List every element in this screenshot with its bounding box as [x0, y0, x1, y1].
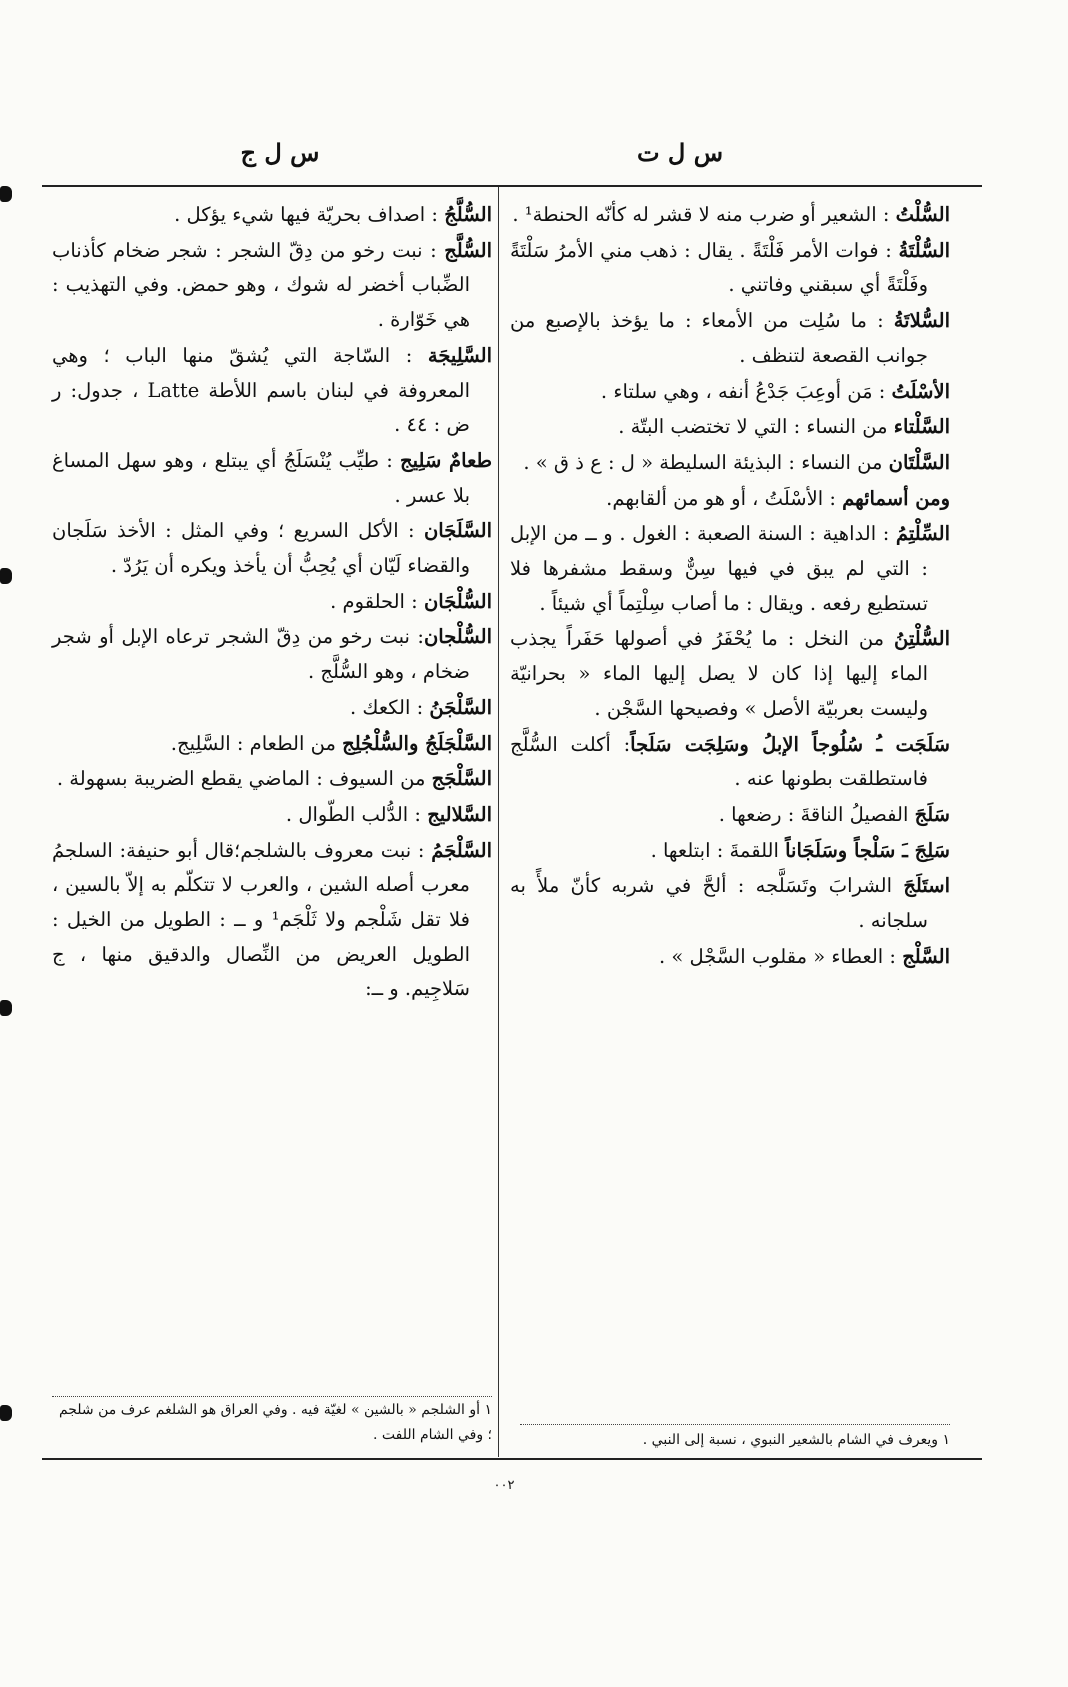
entry-headword: السَّلَجَان: [423, 519, 492, 543]
dictionary-entry: [510, 234, 950, 303]
entry-headword: استَلَجَ: [903, 874, 950, 898]
dictionary-entry: [510, 198, 950, 233]
dictionary-entry: [510, 869, 950, 938]
footnote-rule-left: [52, 1396, 492, 1397]
dictionary-entry: [510, 834, 950, 869]
entry-headword: السِّلْتِمُ: [895, 522, 950, 546]
entry-headword: السَّلْجَلَجُ والسُّلْجُلِج: [342, 731, 492, 755]
dictionary-entry: [510, 304, 950, 373]
entry-definition: : نبت رخو من دِقّ الشجر : شجر ضخام كأذناب الضِّباب أخضر له شوك ، وهو حمض. وفي التهذيب : هي خَوّارة .: [52, 238, 470, 332]
entry-definition: : الأسْلَتُ ، أو هو من ألقابهم.: [606, 486, 843, 510]
entry-definition: من النساء : التي لا تختضب البتّة .: [618, 415, 894, 439]
dictionary-entry: [510, 517, 950, 621]
top-rule: [42, 185, 982, 187]
binding-mark: [0, 1405, 12, 1421]
entry-definition: : الكعك .: [350, 695, 430, 719]
bottom-rule: [42, 1458, 982, 1460]
entry-definition: : العطاء « مقلوب السَّجْل » .: [658, 944, 903, 968]
dictionary-entry: [52, 339, 492, 443]
entry-definition: من النخل : ما يُحْفَرُ في أصولها حَفَراً يجذب الماء إليها إذا كان لا يصل إليها الماء « بحرانيّة وليست بعربيّة الأصل » وفصيحها السَّجْن .: [510, 627, 928, 720]
entry-definition: : طيِّب يُنْسَلَجُ أي يبتلع ، وهو سهل المساغ بلا عسر .: [52, 448, 470, 507]
dictionary-entry: [52, 198, 492, 233]
entry-definition: : الأكل السريع ؛ وفي المثل : الأخذ سَلَجان والقضاء لَيّان أي يُحِبُّ أن يأخذ ويكره أن يَرُدّ .: [52, 519, 470, 578]
footnote-right: ١ ويعرف في الشام بالشعير النبوي ، نسبة إلى النبي .: [642, 1432, 950, 1448]
entry-headword: الأسْلَتُ: [891, 379, 950, 403]
entry-headword: السَّلْجَمُ: [431, 838, 492, 862]
entry-definition: : الدُّلب الطّوال .: [285, 802, 428, 826]
entry-headword: السَّلْتاء: [893, 415, 950, 439]
entry-headword: سَلِجَ ـَ سَلْجاً وسَلَجَاناً: [785, 838, 950, 862]
entry-headword: طعامٌ سَلِيج: [400, 448, 492, 472]
binding-mark: [0, 1000, 12, 1016]
binding-mark: [0, 186, 12, 202]
entry-definition: : مَن أوعِبَ جَدْعُ أنفه ، وهي سلتاء .: [600, 379, 892, 403]
header-root-left: س ل ج: [240, 138, 320, 167]
entry-headword: السُّلْجَان: [423, 589, 492, 613]
entry-definition: : أكلت السُّلَّج فاستطلقت بطونها عنه .: [510, 732, 928, 791]
left-column: [52, 198, 492, 1008]
page-number: ٠٠٢: [493, 1478, 515, 1493]
entry-definition: اللقمةَ : ابتلعها .: [650, 838, 786, 862]
entry-headword: السَّلْتَان: [888, 450, 950, 474]
entry-headword: السَّلْج: [902, 944, 950, 968]
right-column: [510, 198, 950, 975]
entry-definition: : فوات الأمر فَلْتَةً . يقال : ذهب مني الأمرُ سَلْتَةً وفَلْتَةً أي سبقني وفاتني .: [510, 238, 928, 297]
entry-headword: سَلَجَت ـُ سُلُوجاً الإبلُ وسَلِجَت سَلَجاً: [630, 732, 950, 756]
entry-definition: : الحلقوم .: [330, 589, 424, 613]
entry-headword: السُّلَّج: [444, 238, 492, 262]
entry-definition: من السيوف : الماضي يقطع الضريبة بسهولة .: [56, 767, 432, 791]
dictionary-entry: [52, 834, 492, 1008]
header-root-right: س ل ت: [636, 138, 724, 167]
entry-headword: سَلَجَ: [914, 802, 950, 826]
dictionary-entry: [52, 444, 492, 513]
entry-definition: الفصيلُ الناقةَ : رضعها .: [718, 802, 915, 826]
entry-definition: : الشعير أو ضرب منه لا قشر له كأنّه الحنطة¹ .: [512, 203, 896, 226]
dictionary-entry: [52, 762, 492, 797]
dictionary-entry: [52, 234, 492, 338]
entry-definition: الشرابَ وتَسَلَّجه : ألحَّ في شربه كأنّ ملأً به سلجانه .: [510, 874, 928, 933]
entry-headword: السُّلْتُ: [895, 203, 950, 226]
entry-headword: السَّلاليج: [427, 802, 492, 826]
footnote-rule-right: [520, 1424, 950, 1425]
entry-headword: ومن أسمائهم: [842, 486, 950, 510]
entry-headword: السُّلْتِنُ: [894, 627, 950, 651]
dictionary-entry: [510, 375, 950, 410]
entry-definition: : الداهية : السنة الصعبة : الغول . و ــ من الإبل : التي لم يبق في فيها سِنٌّ وسقط مشفرها فلا تستطيع رفعه . ويقال : ما أصاب سِلْتِماً أي شيئاً .: [510, 522, 928, 615]
dictionary-entry: [52, 727, 492, 762]
binding-mark: [0, 568, 12, 584]
dictionary-entry: [52, 798, 492, 833]
entry-definition: : نبت رخو من دِقّ الشجر ترعاه الإبل أو شجر ضخام ، وهو السُّلَّج .: [52, 625, 470, 684]
dictionary-entry: [510, 622, 950, 726]
entry-headword: السُّلْجان: [423, 625, 492, 649]
dictionary-entry: [510, 940, 950, 975]
dictionary-entry: [52, 585, 492, 620]
dictionary-entry: [510, 798, 950, 833]
dictionary-entry: [52, 620, 492, 689]
dictionary-entry: [510, 446, 950, 481]
entry-headword: السَّلِيجَة: [427, 343, 492, 367]
entry-headword: السُّلَّجُ: [444, 203, 492, 226]
dictionary-entry: [52, 514, 492, 583]
footnote-left: ١ أو الشلجم « بالشين » لغيّة فيه . وفي العراق هو الشلغم عرف من شلجم ؛ وفي الشام اللفت .: [58, 1402, 492, 1443]
dictionary-entry: [510, 728, 950, 797]
entry-definition: : نبت معروف بالشلجم؛قال أبو حنيفة: السلجمُ معرب أصله الشين ، والعرب لا تتكلّم به إلاّ بالسين ، فلا تقل شَلْجم ولا ثَلْجَم¹ و ــ : الطويل من الخيل : الطويل العريض من النِّصال والدقيق منها ، ج سَلاجِيم. و ــ:: [52, 838, 471, 1001]
entry-definition: من النساء : البذيئة السليطة « ل : ع ذ ق » .: [523, 450, 889, 474]
dictionary-entry: [510, 410, 950, 445]
entry-headword: السَّلْجَنُ: [429, 695, 492, 719]
entry-definition: : السّاجة التي يُشقّ منها الباب ؛ وهي المعروفة في لبنان باسم اللأطة Latte ، جدول: ر ض : ٤٤ .: [52, 343, 470, 437]
entry-definition: من الطعام : السَّلِيج.: [170, 731, 343, 755]
entry-definition: : ما سُلِت من الأمعاء : ما يؤخذ بالإصبع من جوانب القصعة لتنظف .: [510, 309, 928, 367]
dictionary-entry: [510, 482, 950, 517]
entry-headword: السَّلْجَج: [431, 767, 492, 791]
column-divider: [498, 187, 499, 1457]
entry-definition: : اصداف بحريّة فيها شيء يؤكل .: [174, 203, 445, 226]
dictionary-entry: [52, 691, 492, 726]
entry-headword: السُّلْتَةُ: [898, 238, 950, 262]
entry-headword: السُّلاتَةُ: [893, 309, 950, 333]
